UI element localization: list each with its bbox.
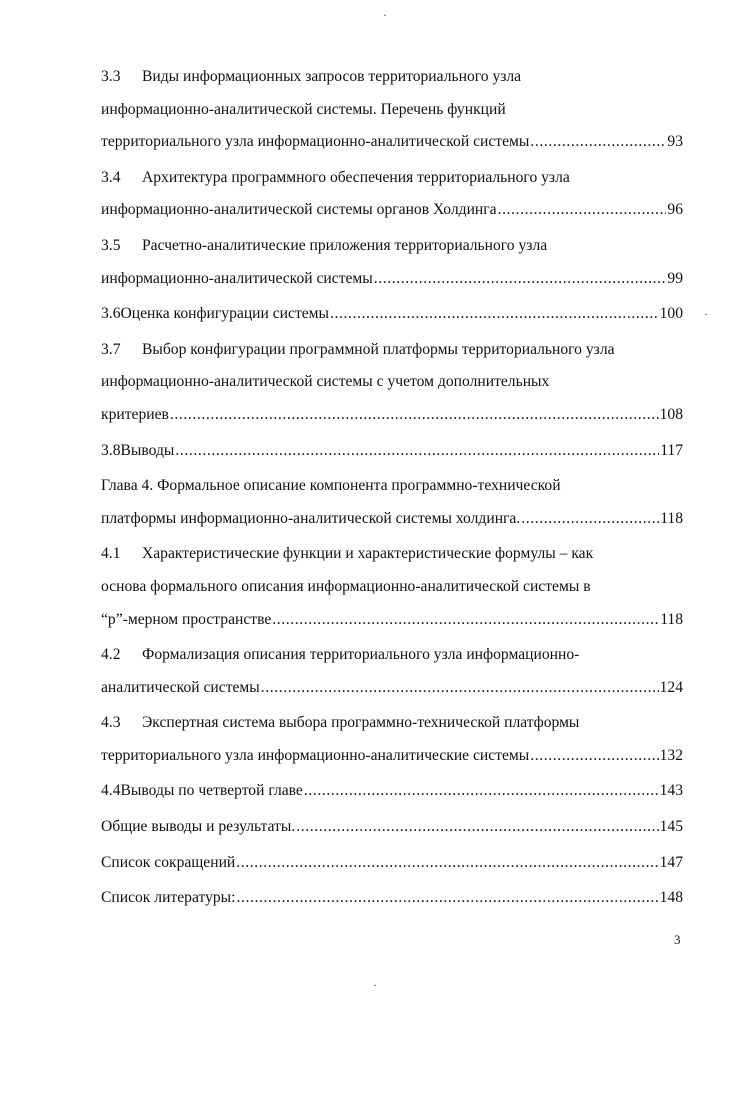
toc-entry-title: Виды информационных запросов территориального узла (142, 68, 522, 85)
toc-entry-number: 4.1 (101, 545, 121, 563)
toc-entry-line (101, 126, 683, 159)
toc-entry-page: 117 (660, 441, 683, 459)
toc-entry-line (101, 263, 683, 296)
dot-leader (236, 882, 658, 915)
toc-entry-line (101, 399, 683, 432)
toc-entry-title: Выводы (120, 441, 175, 459)
toc-entry-title: критериев (101, 405, 169, 423)
toc-entry (101, 538, 683, 636)
toc-entry-page: 143 (659, 782, 683, 800)
toc-entry-line (101, 366, 683, 399)
toc-entry-title: Выводы по четвертой главе (120, 782, 303, 800)
scan-speck: · (373, 978, 377, 992)
toc-entry-line (101, 571, 683, 604)
dot-leader (374, 263, 667, 296)
toc-entry-title: Выбор конфигурации программной платформы территориального узла (142, 340, 615, 358)
toc-entry-title: информационно-аналитической системы с учетом дополнительных (101, 373, 550, 391)
toc-entry-line (101, 162, 683, 195)
toc-entry-page: 145 (659, 818, 683, 836)
toc-entry-number: 4.3 (101, 714, 121, 732)
toc-entry-title: “р”-мерном пространстве (101, 610, 272, 628)
dot-leader (236, 847, 658, 880)
toc-entry-title: Формализация описания территориального узла информационно- (142, 646, 580, 664)
dot-leader (330, 298, 659, 331)
toc-entry (101, 847, 683, 880)
toc-entry (101, 470, 683, 535)
dot-leader (272, 604, 659, 637)
toc-entry (101, 61, 683, 159)
toc-entry-line (101, 811, 683, 844)
toc-entry (101, 707, 683, 772)
toc-entry (101, 435, 683, 468)
toc-entry-title: Оценка конфигурации системы (120, 305, 330, 323)
toc-entry-title: информационно-аналитической системы (101, 269, 373, 287)
toc-entry (101, 230, 683, 295)
toc-entry (101, 811, 683, 844)
toc-entry-title: Список сокращений (101, 853, 236, 871)
toc-entry-line (101, 470, 683, 503)
scan-speck: · (704, 307, 708, 321)
toc-entry-line (101, 604, 683, 637)
scan-speck: · (383, 8, 387, 22)
dot-leader (175, 435, 659, 468)
toc-entry-line (101, 435, 683, 468)
toc-entry-page: 100 (659, 305, 683, 323)
toc-entry-line (101, 882, 683, 915)
dot-leader (170, 399, 659, 432)
toc-entry-line (101, 672, 683, 705)
toc-entry (101, 775, 683, 808)
toc-entry-title: Список литературы: (101, 889, 236, 907)
toc-entry-page: 93 (667, 133, 683, 151)
dot-leader (296, 811, 658, 844)
toc-entry (101, 334, 683, 432)
dot-leader (521, 503, 659, 536)
dot-leader (261, 672, 659, 705)
toc-entry-page: 124 (659, 678, 683, 696)
toc-entry-number: 4.4 (101, 782, 121, 800)
toc-entry-line (101, 775, 683, 808)
toc-entry-line (101, 740, 683, 773)
toc-entry-page: 118 (660, 610, 683, 628)
toc-entry (101, 882, 683, 915)
toc-entry-number: 3.4 (101, 168, 121, 186)
toc-entry-page: 148 (659, 889, 683, 907)
toc-entry-title: Характеристические функции и характеристические формулы – как (142, 545, 594, 563)
dot-leader (530, 126, 666, 159)
toc-entry-page: 96 (667, 201, 683, 219)
dot-leader (498, 194, 667, 227)
toc-entry-line (101, 194, 683, 227)
toc-entry (101, 639, 683, 704)
table-of-contents (101, 61, 683, 915)
toc-entry-line (101, 230, 683, 263)
toc-entry-title: Расчетно-аналитические приложения территориального узла (142, 236, 548, 254)
toc-entry-number: 4.2 (101, 646, 121, 664)
toc-entry-line (101, 847, 683, 880)
toc-entry-title: Общие выводы и результаты. (101, 818, 296, 836)
toc-entry-title: Глава 4. Формальное описание компонента программно-технической (101, 477, 561, 495)
toc-entry-page: 118 (660, 509, 683, 527)
toc-entry-title: Архитектура программного обеспечения территориального узла (142, 168, 570, 186)
toc-entry-page: 132 (659, 746, 683, 764)
toc-entry-title: территориального узла информационно-аналитические системы (101, 746, 530, 764)
toc-entry-line (101, 298, 683, 331)
toc-entry-line (101, 503, 683, 536)
toc-entry-title: информационно-аналитической системы. Перечень функций (101, 100, 506, 118)
toc-entry-title: основа формального описания информационно-аналитической системы в (101, 577, 591, 595)
toc-entry-title: аналитической системы (101, 678, 260, 696)
toc-entry-number: 3.7 (101, 340, 121, 358)
toc-entry-page: 99 (667, 269, 683, 287)
page-number: 3 (674, 932, 681, 947)
toc-entry-number: 3.5 (101, 236, 121, 254)
toc-entry-title: платформы информационно-аналитической системы холдинга. (101, 509, 521, 527)
toc-entry-number: 3.8 (101, 441, 121, 459)
toc-entry-title: информационно-аналитической системы органов Холдинга (101, 201, 497, 219)
toc-entry-number: 3.3 (101, 68, 121, 85)
toc-entry (101, 298, 683, 331)
toc-entry-line (101, 61, 683, 94)
toc-entry-line (101, 538, 683, 571)
toc-entry-line (101, 639, 683, 672)
toc-entry-line (101, 94, 683, 127)
toc-entry-number: 3.6 (101, 305, 121, 323)
toc-entry-title: Экспертная система выбора программно-технической платформы (142, 714, 580, 732)
toc-entry (101, 162, 683, 227)
toc-entry-page: 108 (659, 405, 683, 423)
dot-leader (530, 740, 658, 773)
toc-entry-page: 147 (659, 853, 683, 871)
toc-entry-line (101, 707, 683, 740)
toc-entry-title: территориального узла информационно-аналитической системы (101, 133, 530, 151)
dot-leader (304, 775, 659, 808)
toc-entry-line (101, 334, 683, 367)
